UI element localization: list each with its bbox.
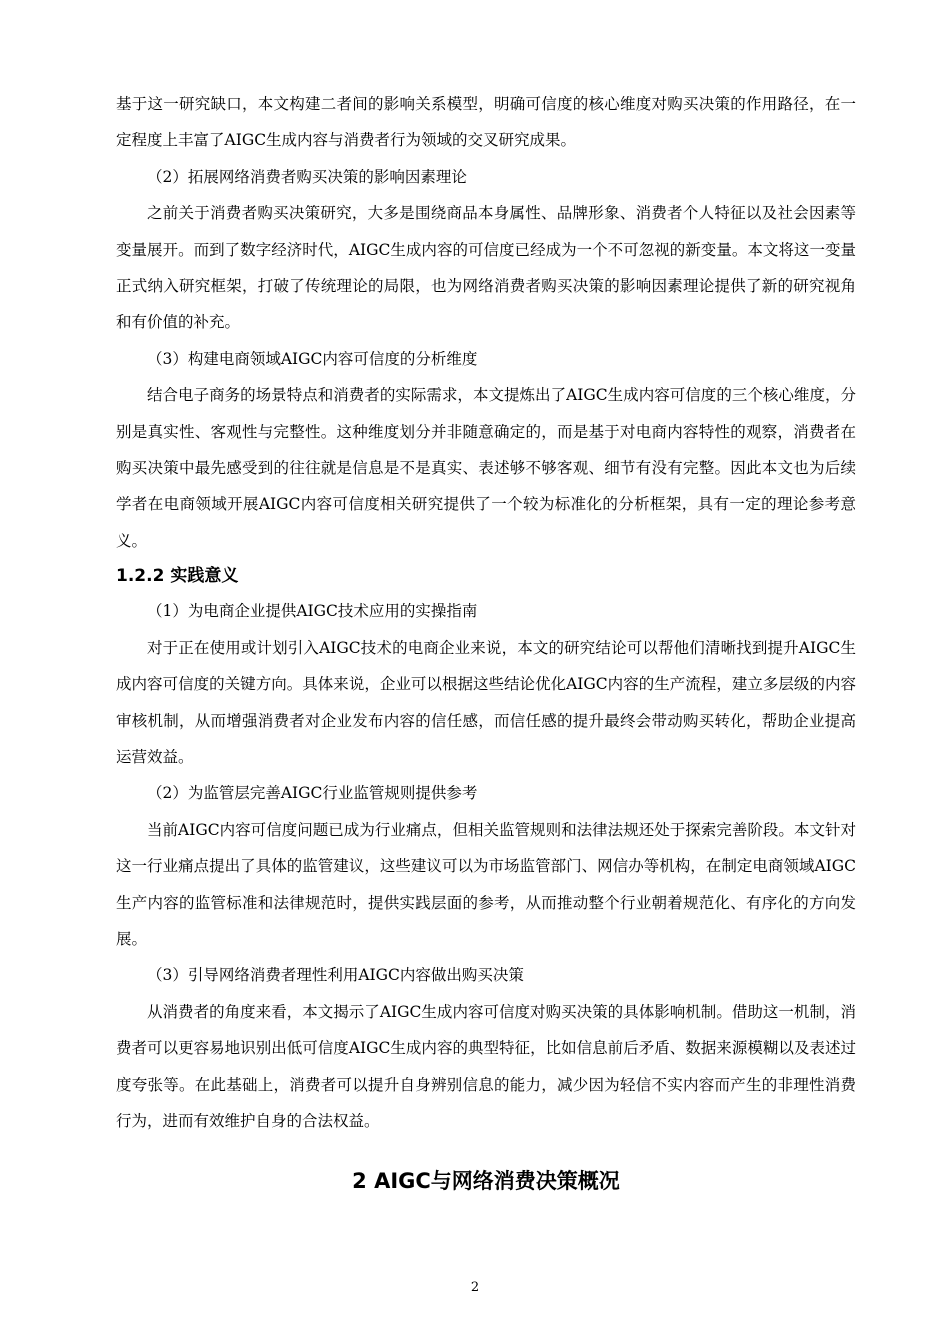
- paragraph: 之前关于消费者购买决策研究，大多是围绕商品本身属性、品牌形象、消费者个人特征以及社会因素等变量展开。而到了数字经济时代，AIGC生成内容的可信度已经成为一个不可忽视的新变量。本文将这一变量正式纳入研究框架，打破了传统理论的局限，也为网络消费者购买决策的影响因素理论提供了新的研究视角和有价值的补充。: [116, 204, 856, 332]
- page-body: [116, 86, 856, 1201]
- paragraph: 当前AIGC内容可信度问题已成为行业痛点，但相关监管规则和法律法规还处于探索完善阶段。本文针对这一行业痛点提出了具体的监管建议，这些建议可以为市场监管部门、网信办等机构，在制定电商领域AIGC生产内容的监管标准和法律规范时，提供实践层面的参考，从而推动整个行业朝着规范化、有序化的方向发展。: [116, 820, 856, 948]
- paragraph: 基于这一研究缺口，本文构建二者间的影响关系模型，明确可信度的核心维度对购买决策的作用路径，在一定程度上丰富了AIGC生成内容与消费者行为领域的交叉研究成果。: [116, 95, 856, 150]
- list-item-heading: （3）引导网络消费者理性利用AIGC内容做出购买决策: [147, 966, 524, 985]
- list-item-heading: （2）拓展网络消费者购买决策的影响因素理论: [147, 167, 467, 186]
- paragraph: 结合电子商务的场景特点和消费者的实际需求，本文提炼出了AIGC生成内容可信度的三个核心维度，分别是真实性、客观性与完整性。这种维度划分并非随意确定的，而是基于对电商内容特性的观察，消费者在购买决策中最先感受到的往往就是信息是不是真实、表述够不够客观、细节有没有完整。因此本文也为后续学者在电商领域开展AIGC内容可信度相关研究提供了一个较为标准化的分析框架，具有一定的理论参考意义。: [116, 386, 856, 550]
- list-item-heading: （3）构建电商领域AIGC内容可信度的分析维度: [147, 349, 478, 368]
- page-number: 2: [470, 1280, 480, 1295]
- list-item-heading: （2）为监管层完善AIGC行业监管规则提供参考: [147, 784, 478, 803]
- paragraph: 从消费者的角度来看，本文揭示了AIGC生成内容可信度对购买决策的具体影响机制。借助这一机制，消费者可以更容易地识别出低可信度AIGC生成内容的典型特征，比如信息前后矛盾、数据来源模糊以及表述过度夸张等。在此基础上，消费者可以提升自身辨别信息的能力，减少因为轻信不实内容而产生的非理性消费行为，进而有效维护自身的合法权益。: [116, 1002, 856, 1130]
- chapter-title: 2 AIGC与网络消费决策概况: [352, 1169, 620, 1194]
- paragraph: 对于正在使用或计划引入AIGC技术的电商企业来说，本文的研究结论可以帮他们清晰找到提升AIGC生成内容可信度的关键方向。具体来说，企业可以根据这些结论优化AIGC内容的生产流程，建立多层级的内容审核机制，从而增强消费者对企业发布内容的信任感，而信任感的提升最终会带动购买转化，帮助企业提高运营效益。: [116, 638, 856, 766]
- section-heading: 1.2.2 实践意义: [116, 566, 239, 587]
- list-item-heading: （1）为电商企业提供AIGC技术应用的实操指南: [147, 602, 478, 621]
